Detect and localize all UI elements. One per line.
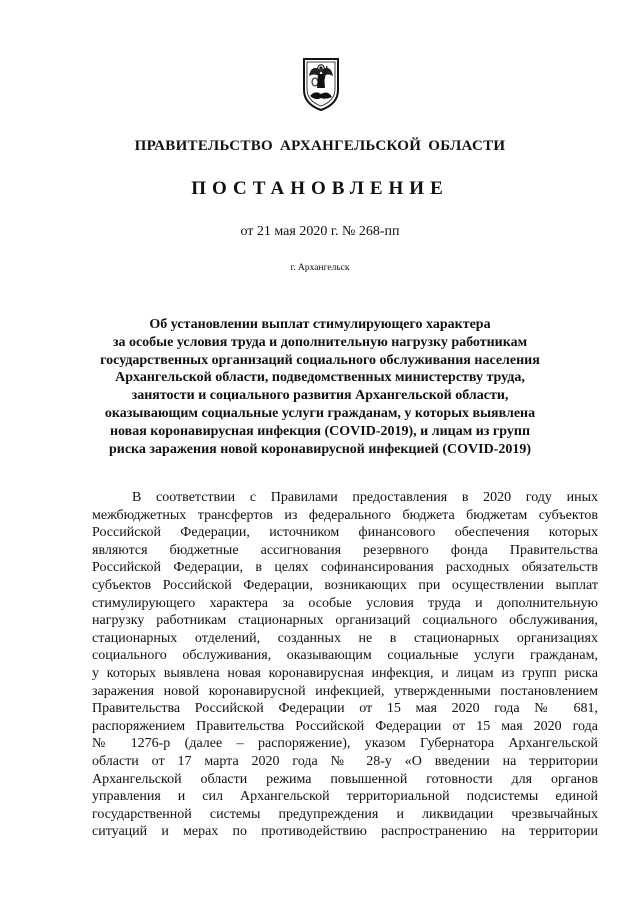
body-line: области от 17 марта 2020 года № 28-у «О введении на территории — [92, 753, 598, 769]
body-line: субъектов Российской Федерации, возникающих при осуществлении выплат — [92, 577, 598, 593]
issuing-authority: ПРАВИТЕЛЬСТВО АРХАНГЕЛЬСКОЙ ОБЛАСТИ — [134, 138, 506, 154]
body-line: являются бюджетные ассигнования резервного фонда Правительства — [92, 542, 598, 558]
body-line: управления и сил Архангельской территориальной подсистемы единой — [92, 789, 598, 805]
body-line: нагрузку работникам стационарных организаций социального обслуживания, — [92, 613, 598, 629]
body-line: Правительства Российской Федерации от 15 мая 2020 года № 681, — [92, 701, 598, 717]
body-line: распоряжением Правительства Российской Федерации от 15 мая 2020 года — [92, 718, 598, 734]
body-line: В соответствии с Правилами предоставления в 2020 году иных — [132, 490, 598, 505]
title-line: государственных организаций социального обслуживания населения — [100, 352, 540, 368]
title-line: Об установлении выплат стимулирующего характера — [149, 317, 491, 332]
title-line: новая коронавирусная инфекция (COVID-2019), и лицам из групп — [109, 423, 531, 439]
date-and-number: от 21 мая 2020 г. № 268-пп — [240, 224, 400, 239]
body-line: стационарных отделений, созданных не в стационарных организациях — [92, 630, 598, 646]
body-line: государственной системы предупреждения и ликвидации чрезвычайных — [92, 806, 598, 822]
title-line: оказывающим социальные услуги гражданам, у которых выявлена — [104, 405, 536, 421]
title-line: занятости и социального развития Архангельской области, — [131, 388, 509, 404]
title-line: за особые условия труда и дополнительную нагрузку работникам — [112, 334, 528, 350]
body-line: стимулирующего характера за особые условия труда и дополнительную — [92, 595, 598, 611]
body-line: ситуаций и мерах по противодействию распространению на территории — [92, 824, 598, 840]
body-line: Российской Федерации, в целях софинансирования расходных обязательств — [92, 560, 598, 576]
body-line: социального обслуживания, оказывающим социальные услуги гражданам, — [92, 648, 598, 664]
city: г. Архангельск — [290, 263, 350, 273]
body-paragraph — [92, 489, 598, 841]
body-line: Архангельской области режима повышенной готовности для органов — [92, 771, 598, 787]
arkhangelsk-coat-of-arms-icon — [301, 56, 341, 112]
body-line: Российской Федерации, источником финансового обеспечения которых — [92, 525, 598, 541]
body-line: у которых выявлена новая коронавирусная инфекция, и лицам из групп риска — [92, 665, 598, 681]
document-type: ПОСТАНОВЛЕНИЕ — [191, 178, 449, 199]
title-line: риска заражения новой коронавирусной инфекцией (COVID-2019) — [108, 441, 532, 457]
body-line: заражения новой коронавирусной инфекцией, утвержденными постановлением — [92, 683, 598, 699]
body-line: межбюджетных трансфертов из федерального бюджета бюджетам субъектов — [92, 507, 598, 523]
document-title — [60, 316, 580, 458]
body-line: № 1276-р (далее – распоряжение), указом Губернатора Архангельской — [92, 736, 598, 752]
title-line: Архангельской области, подведомственных министерству труда, — [115, 370, 525, 386]
